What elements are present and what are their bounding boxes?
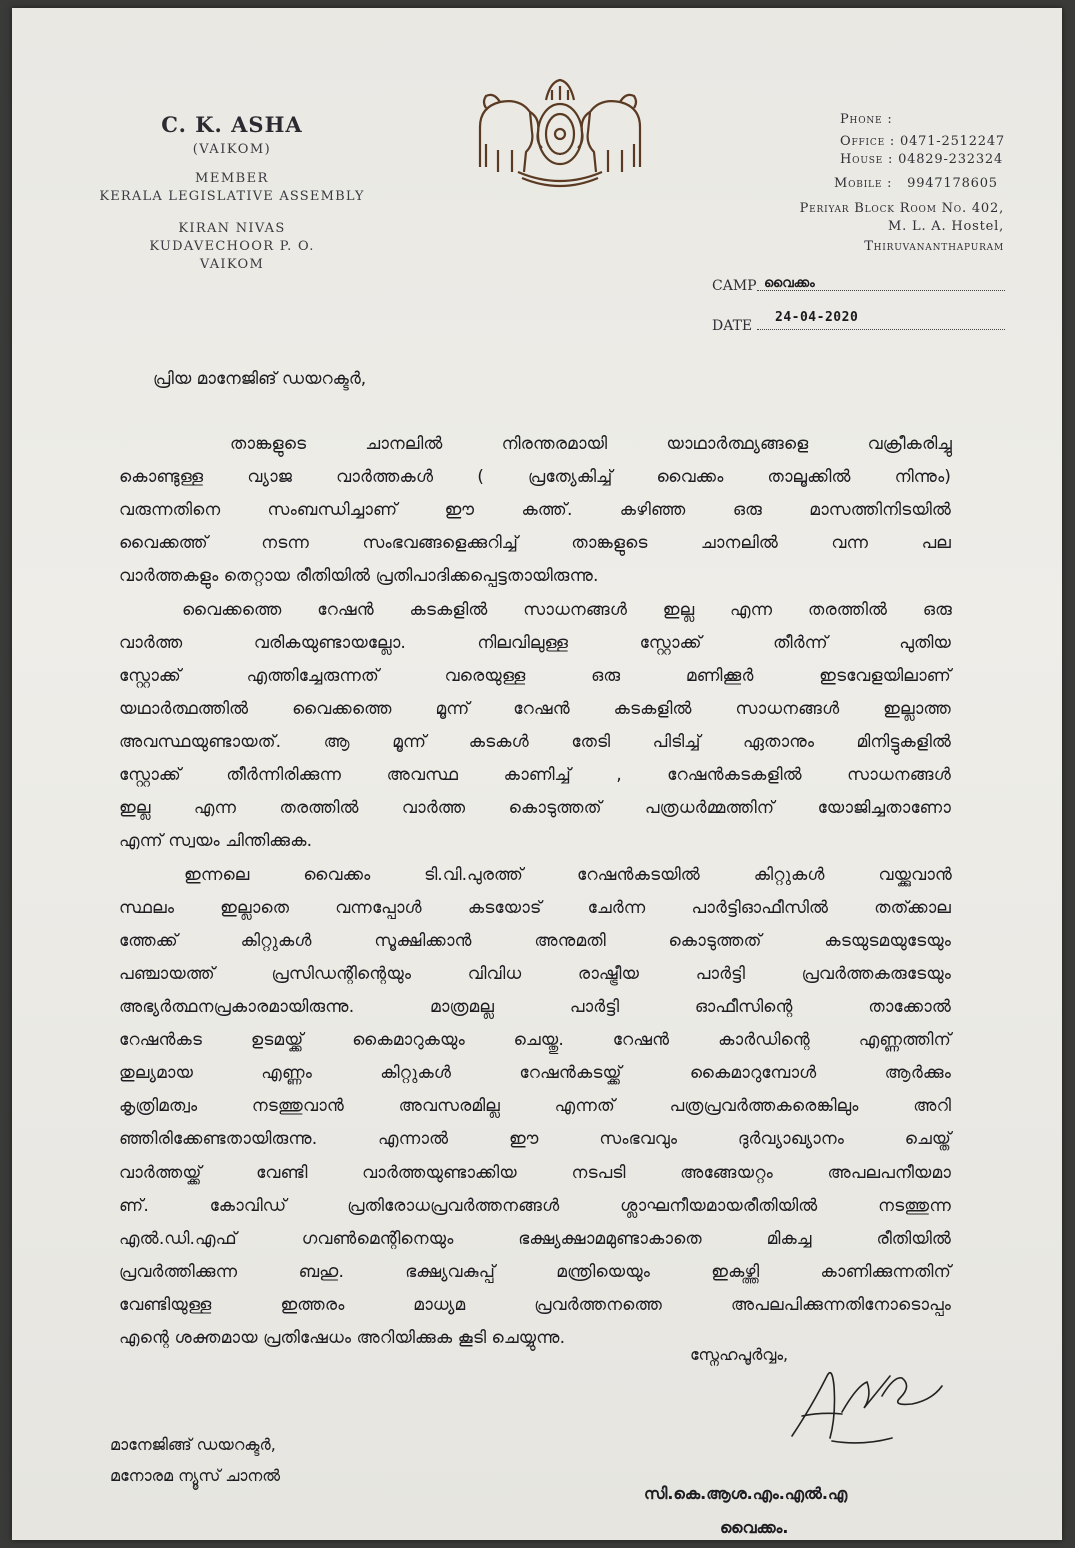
body-line: സ്റ്റോക്ക് എത്തിച്ചേരുന്നത് വരെയുള്ള ഒരു മണിക്കൂർ ഇടവേളയിലാണ് (119, 666, 951, 686)
body-line: വാർത്ത വരികയുണ്ടായല്ലോ. നിലവിലുള്ള സ്റ്റോക്ക് തീർന്ന് പുതിയ (119, 633, 951, 653)
body-line: താങ്കളുടെ ചാനലിൽ നിരന്തരമായി യാഥാർത്ഥ്യങ്ങളെ വക്രീകരിച്ചു (230, 434, 952, 454)
body-line: ഞ്ഞിരിക്കേണ്ടതായിരുന്നു. എന്നാൽ ഈ സംഭവവും ദുർവ്യാഖ്യാനം ചെയ്ത് (119, 1129, 951, 1149)
letter-sheet (12, 8, 1062, 1540)
signature-icon (772, 1346, 962, 1456)
body-line: എൽ.ഡി.എഫ് ഗവൺമെന്റിനെയും ഭക്ഷ്യക്ഷാമമുണ്ടാകാതെ മികച്ച രീതിയിൽ (119, 1229, 951, 1249)
hostel-city: Thiruvananthapuram (864, 239, 1004, 254)
kerala-emblem-icon (460, 72, 660, 192)
hostel-name: M. L. A. Hostel, (888, 219, 1004, 234)
recipient-org: മനോരമ ന്യൂസ് ചാനൽ (110, 1466, 281, 1485)
body-line: ഇന്നലെ വൈക്കം ടി.വി.പുരത്ത് റേഷൻകടയിൽ കിറ്റുകൾ വയ്ക്കുവാൻ (184, 865, 952, 885)
body-line: റേഷൻകട ഉടമയ്ക്ക് കൈമാറുകയും ചെയ്തു. റേഷൻ കാർഡിന്റെ എണ്ണത്തിന് (119, 1030, 951, 1050)
body-line: വാർത്തകളും തെറ്റായ രീതിയിൽ പ്രതിപാദിക്കപ്പെട്ടതായിരുന്നു. (119, 566, 599, 586)
sender-constituency: (VAIKOM) (192, 142, 272, 157)
body-line: സ്ഥലം ഇല്ലാതെ വന്നപ്പോൾ കടയോട് ചേർന്ന പാർട്ടിഓഫീസിൽ തത്ക്കാല (119, 898, 951, 918)
body-line: സ്റ്റോക്ക് തീർന്നിരിക്കുന്ന അവസ്ഥ കാണിച്ച് , റേഷൻകടകളിൽ സാധനങ്ങൾ (119, 765, 951, 785)
recipient-title: മാനേജിങ്ങ് ഡയറക്ടർ, (110, 1435, 276, 1454)
sender-role: MEMBER (195, 171, 269, 186)
body-line: ണ്. കോവിഡ് പ്രതിരോധപ്രവർത്തനങ്ങൾ ശ്ലാഘനീയമായരീതിയിൽ നടത്തുന്ന (119, 1196, 951, 1216)
body-line: പ്രവർത്തിക്കുന്ന ബഹു. ഭക്ഷ്യവകുപ്പ് മന്ത്രിയെയും ഇകഴ്ത്തി കാണിക്കുന്നതിന് (119, 1262, 951, 1282)
body-line: അവസ്ഥയുണ്ടായത്. ആ മൂന്ന് കടകൾ തേടി പിടിച്ച് ഏതാനും മിനിട്ടുകളിൽ (119, 732, 951, 752)
camp-label: CAMP (712, 278, 757, 294)
body-line: പഞ്ചായത്ത് പ്രസിഡന്റിന്റെയും വിവിധ രാഷ്ട്രീയ പാർട്ടി പ്രവർത്തകരുടേയും (119, 964, 951, 984)
date-label: DATE (712, 318, 753, 334)
body-line: വൈക്കത്തെ റേഷൻ കടകളിൽ സാധനങ്ങൾ ഇല്ല എന്ന തരത്തിൽ ഒരു (182, 600, 952, 620)
sender-assembly: KERALA LEGISLATIVE ASSEMBLY (99, 189, 365, 204)
date-dotted-line (757, 329, 1005, 330)
body-line: വേണ്ടിയുള്ള ഇത്തരം മാധ്യമ പ്രവർത്തനത്തെ അപലപിക്കുന്നതിനോടൊപ്പം (119, 1295, 951, 1315)
house-label: House : (840, 152, 894, 167)
office-phone (840, 134, 1005, 149)
body-line: ത്തേക്ക് കിറ്റുകൾ സൂക്ഷിക്കാൻ അനുമതി കൊടുത്തത് കടയുടമയുടേയും (119, 931, 951, 951)
body-line: കൃത്രിമത്വം നടത്തുവാൻ അവസരമില്ല എന്നത് പത്രപ്രവർത്തകരെങ്കിലും അറി (119, 1096, 951, 1116)
body-line: അഭ്യർത്ഥനപ്രകാരമായിരുന്നു. മാത്രമല്ല പാർട്ടി ഓഫീസിന്റെ താക്കോൽ (119, 997, 951, 1017)
office-label: Office : (840, 134, 896, 149)
house-number: 04829-232324 (898, 152, 1004, 167)
body-line: തുല്യമായ എണ്ണം കിറ്റുകൾ റേഷൻകടയ്ക്ക് കൈമാറുമ്പോൾ ആർക്കും (119, 1063, 951, 1083)
body-line: എന്ന് സ്വയം ചിന്തിക്കുക. (119, 831, 313, 851)
sender-name: C. K. ASHA (161, 112, 303, 137)
body-line: എന്റെ ശക്തമായ പ്രതിഷേധം അറിയിക്കുക കൂടി ചെയ്യുന്നു. (119, 1328, 566, 1348)
address-line-1: KIRAN NIVAS (178, 221, 286, 236)
hostel-room: Periyar Block Room No. 402, (799, 201, 1004, 216)
mobile-phone (834, 176, 998, 191)
signatory-place: വൈക്കം. (720, 1518, 789, 1537)
office-number: 0471-2512247 (900, 134, 1005, 149)
signatory-name: സി.കെ.ആശ.എം.എൽ.എ (644, 1484, 848, 1503)
mobile-label: Mobile : (834, 176, 893, 191)
address-line-3: VAIKOM (199, 257, 265, 272)
mobile-number: 9947178605 (907, 176, 998, 191)
date-value: 24-04-2020 (775, 310, 859, 325)
body-line: യഥാർത്ഥത്തിൽ വൈക്കത്തെ മൂന്ന് റേഷൻ കടകളിൽ സാധനങ്ങൾ ഇല്ലാത്ത (119, 699, 951, 719)
address-line-2: KUDAVECHOOR P. O. (149, 239, 315, 254)
body-line: വാർത്തയ്ക്ക് വേണ്ടി വാർത്തയുണ്ടാക്കിയ നടപടി അങ്ങേയറ്റം അപലപനീയമാ (119, 1163, 951, 1183)
body-line: വൈക്കത്ത് നടന്ന സംഭവങ്ങളെക്കുറിച്ച് താങ്കളുടെ ചാനലിൽ വന്ന പല (119, 533, 951, 553)
body-line: വരുന്നതിനെ സംബന്ധിച്ചാണ് ഈ കത്ത്. കഴിഞ്ഞ ഒരു മാസത്തിനിടയിൽ (119, 500, 951, 520)
house-phone (840, 152, 1003, 167)
camp-value: വൈക്കം (764, 276, 815, 291)
closing: സ്നേഹപൂർവ്വം, (690, 1345, 789, 1364)
phone-label: Phone : (840, 112, 893, 127)
salutation: പ്രിയ മാനേജിങ് ഡയറക്ടർ, (153, 369, 367, 389)
body-line: ഇല്ല എന്ന തരത്തിൽ വാർത്ത കൊടുത്തത് പത്രധർമ്മത്തിന് യോജിച്ചതാണോ (119, 798, 951, 818)
body-line: കൊണ്ടുള്ള വ്യാജ വാർത്തകൾ ( പ്രത്യേകിച്ച് വൈക്കം താലൂക്കിൽ നിന്നും) (119, 467, 951, 487)
